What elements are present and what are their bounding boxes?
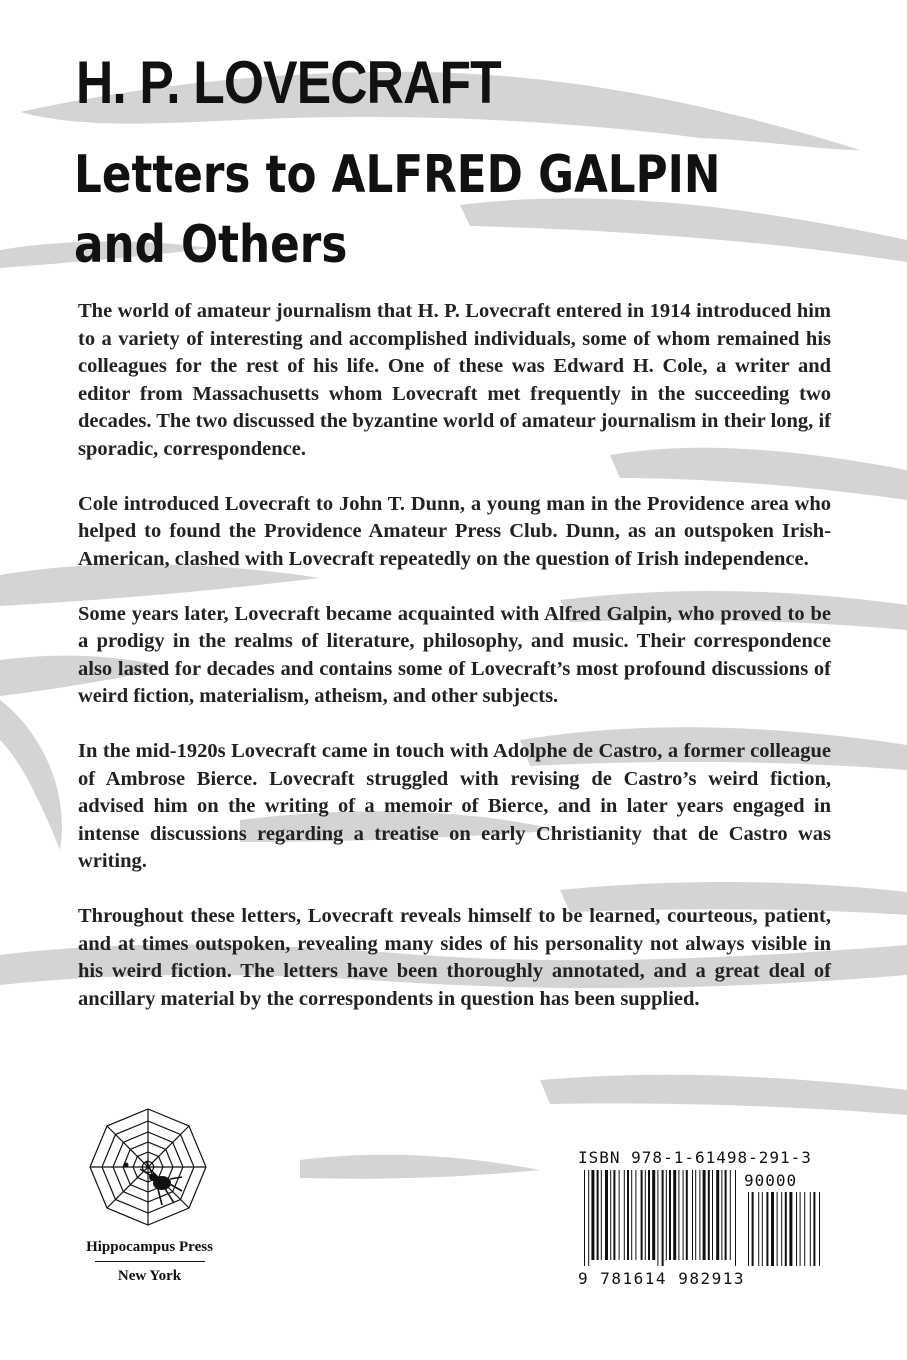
brush-stroke <box>0 700 62 850</box>
barcode-bar <box>619 1170 620 1260</box>
barcode-bar <box>708 1170 710 1260</box>
barcode-bar <box>762 1192 763 1266</box>
book-title-line-2: and Others <box>74 215 348 275</box>
barcode-bar <box>810 1192 811 1266</box>
publisher-name: Hippocampus Press <box>86 1239 213 1255</box>
barcode-bar <box>624 1170 625 1260</box>
barcode-bar <box>597 1170 599 1260</box>
ean-digits: 9 781614 982913 <box>578 1269 745 1288</box>
price-code: 90000 <box>744 1171 798 1190</box>
barcode-bar <box>804 1192 805 1266</box>
barcode-bar <box>605 1170 608 1260</box>
publisher-logo <box>72 1105 227 1285</box>
barcode-bar <box>716 1170 719 1260</box>
barcode-bar <box>796 1192 797 1266</box>
barcode-bar <box>662 1170 664 1266</box>
author-name: H. P. LOVECRAFT <box>76 49 501 116</box>
barcode-bar <box>819 1192 820 1266</box>
barcode-bar <box>683 1170 684 1260</box>
publisher-divider <box>95 1261 205 1262</box>
barcode-bar <box>785 1192 787 1266</box>
barcode-bar <box>641 1170 643 1260</box>
barcode-bar <box>735 1170 736 1266</box>
barcode-bar <box>657 1170 658 1266</box>
barcode-bar <box>613 1170 615 1260</box>
barcode-bar <box>777 1192 778 1266</box>
barcode-bar <box>610 1170 611 1260</box>
barcode-bar <box>758 1192 759 1266</box>
barcode-bar <box>666 1170 667 1260</box>
barcode-bar <box>748 1192 749 1266</box>
barcode-bar <box>800 1192 801 1266</box>
barcode-bar <box>686 1170 688 1260</box>
description-paragraph: Throughout these letters, Lovecraft reveals himself to be learned, courteous, patient, and at times outspoken, revealing many sides of his personality not always visible in his weird fiction. The letters have been thoroughly annotated, and a great deal of ancillary material by the correspondents in question has been supplied. <box>78 905 831 1010</box>
barcode-bar <box>584 1170 585 1266</box>
barcode-bar <box>673 1170 676 1260</box>
barcode-bar <box>652 1170 655 1260</box>
barcode-bar <box>712 1170 713 1260</box>
brush-stroke <box>300 1155 540 1179</box>
barcode-bar <box>771 1192 774 1266</box>
barcode-bar <box>591 1170 594 1260</box>
barcode-bar <box>648 1170 650 1260</box>
spider-web-icon <box>86 1105 210 1229</box>
barcode-bar <box>813 1192 815 1266</box>
barcode-bar <box>588 1170 589 1266</box>
barcode-bar <box>678 1170 679 1260</box>
barcode-bar <box>601 1170 602 1260</box>
barcode-bar <box>692 1170 693 1260</box>
barcode-bar <box>703 1170 706 1260</box>
book-title <box>74 140 720 280</box>
description-paragraph: Some years later, Lovecraft became acquainted with Alfred Galpin, who proved to be a prodigy in the realms of literature, philosophy, and music. Their correspondence also lasted for decades and contains some of Lovecraft’s most profound discussions of weird fiction, materialism, atheism, and other subjects. <box>78 602 831 707</box>
barcode-bar <box>766 1192 768 1266</box>
description-paragraph: Cole introduced Lovecraft to John T. Dunn, a young man in the Providence area who helped to found the Providence Amateur Press Club. Dunn, as an outspoken Irish-American, clashed with Lovecraft repeatedly on the question of Irish independence. <box>78 492 831 570</box>
book-title-line-1: Letters to ALFRED GALPIN <box>74 145 721 205</box>
barcode-bar <box>721 1170 722 1260</box>
barcode-bar <box>635 1170 636 1260</box>
barcode-bar <box>695 1170 696 1260</box>
description-paragraph: In the mid-1920s Lovecraft came in touch with Adolphe de Castro, a former colleague of Ambrose Bierce. Lovecraft struggled with revising de Castro’s weird fiction, advised him on the writing of a memoir of Bierce, and in later years engaged in intense discussions regarding a treatise on early Christianity that de Castro was writing. <box>78 740 831 872</box>
barcode-bar <box>631 1170 632 1260</box>
barcode <box>578 1148 828 1288</box>
description <box>78 298 831 1041</box>
isbn-label: ISBN 978-1-61498-291-3 <box>578 1148 812 1167</box>
barcode-bar <box>627 1170 629 1260</box>
barcode-bar <box>699 1170 700 1260</box>
publisher-city: New York <box>117 1268 182 1284</box>
brush-stroke <box>540 1075 907 1115</box>
barcode-bar <box>725 1170 727 1260</box>
barcode-bar <box>781 1192 782 1266</box>
description-paragraph: The world of amateur journalism that H. P. Lovecraft entered in 1914 introduced him to a variety of interesting and accomplished individuals, some of whom remained his colleagues for the rest of his life. One of these was Edward H. Cole, a writer and editor from Massachusetts whom Lovecraft met frequently in the succeeding two decades. The two discussed the byzantine world of amateur journalism in their long, if sporadic, correspondence. <box>78 300 831 460</box>
barcode-bar <box>730 1170 731 1260</box>
barcode-bar <box>789 1192 792 1266</box>
barcode-bar <box>752 1192 754 1266</box>
barcode-bar <box>669 1170 671 1260</box>
barcode-bar <box>645 1170 646 1260</box>
